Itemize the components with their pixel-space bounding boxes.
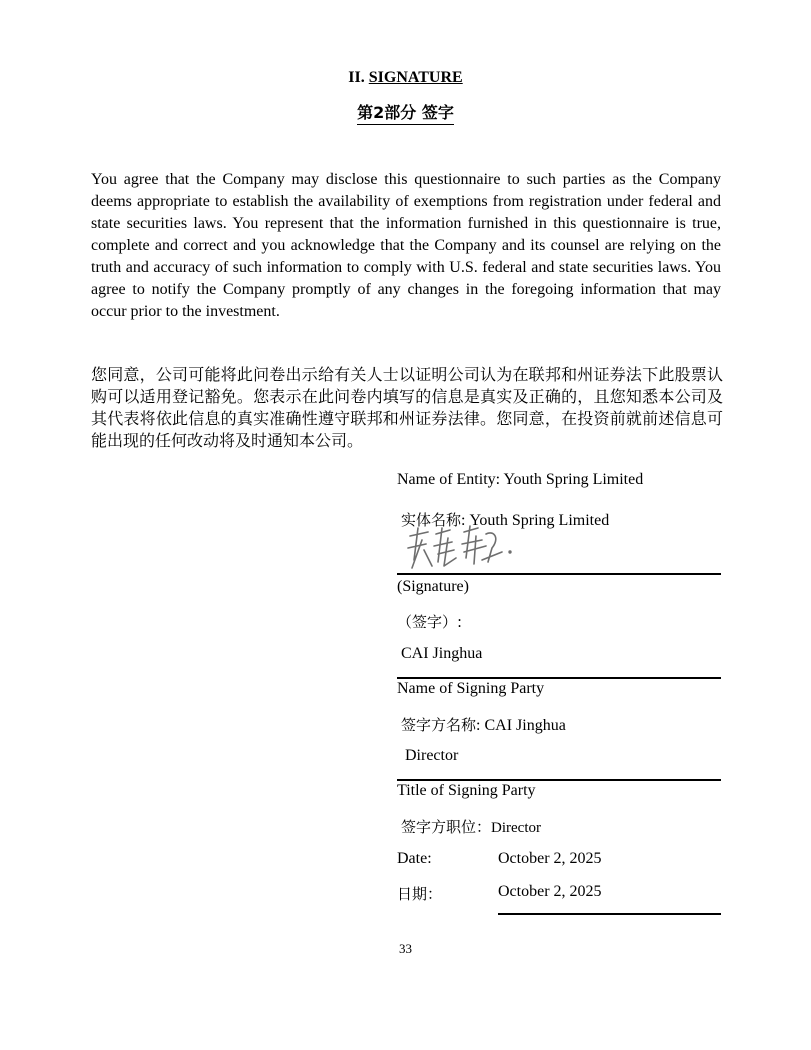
entity-name-value: Youth Spring Limited — [503, 471, 644, 488]
title-row-zh — [401, 816, 541, 837]
signer-name-value: CAI Jinghua — [401, 645, 483, 662]
consent-paragraph-zh: 您同意，公司可能将此问卷出示给有关人士以证明公司认为在联邦和州证券法下此股票认购可以适用登记豁免。您表示在此问卷内填写的信息是真实及正确的，且您知悉本公司及其代表将依此信息的真实准确性遵守联邦和州证券法律。您同意，在投资前就前述信息可能出现的任何改动将及时通知本公司。 — [91, 365, 723, 450]
date-value: October 2, 2025 — [498, 850, 602, 867]
title-value-zh: Director — [491, 820, 542, 836]
title-value: Director — [405, 747, 459, 764]
date-value-zh: October 2, 2025 — [498, 883, 602, 900]
consent-paragraph-en: You agree that the Company may disclose this questionnaire to such parties as the Company deems appropriate to establish the availability of exemptions from registration under federal and state securities laws. You represent that the information furnished in this questionnaire is true, complete and correct and you acknowledge that the Company and its counsel are relying on the truth and accuracy of such information to comply with U.S. federal and state securities laws. You agree to notify the Company promptly of any changes in the foregoing information that may occur prior to the investment. — [91, 171, 721, 320]
section-title-zh: 签字 — [421, 103, 454, 122]
title-line — [397, 779, 721, 781]
signer-name-line — [397, 677, 721, 679]
date-label-zh: 日期： — [397, 885, 443, 903]
signature-label-en: (Signature) — [397, 578, 469, 595]
handwritten-signature-image — [404, 522, 516, 572]
entity-label-en: Name of Entity: — [397, 471, 504, 488]
date-label-en: Date: — [397, 850, 432, 867]
signature-line — [397, 573, 721, 575]
entity-separator: : — [461, 512, 470, 529]
title-label-zh: 签字方职位 — [401, 818, 477, 836]
signer-label-en: Name of Signing Party — [397, 680, 545, 697]
signer-name-value-zh: CAI Jinghua — [484, 717, 566, 734]
page-number: 33 — [399, 941, 412, 956]
entity-name-value-zh: Youth Spring Limited — [469, 512, 610, 529]
signer-label-zh: 签字方名称 — [401, 716, 477, 734]
signer-separator: : — [476, 717, 485, 734]
signer-name-row-zh — [401, 714, 566, 735]
section-prefix: II. — [348, 69, 369, 86]
entity-name-row-en — [397, 471, 643, 489]
title-separator: ： — [476, 818, 492, 836]
section-title: SIGNATURE — [368, 69, 463, 86]
signature-label-zh: （签字）: — [397, 613, 463, 631]
date-line — [498, 913, 721, 915]
section-heading — [0, 69, 811, 87]
section-part-zh: 第2部分 — [357, 103, 422, 122]
section-heading-zh — [0, 100, 811, 125]
title-label-en: Title of Signing Party — [397, 782, 536, 799]
entity-label-zh: 实体名称 — [401, 511, 462, 529]
